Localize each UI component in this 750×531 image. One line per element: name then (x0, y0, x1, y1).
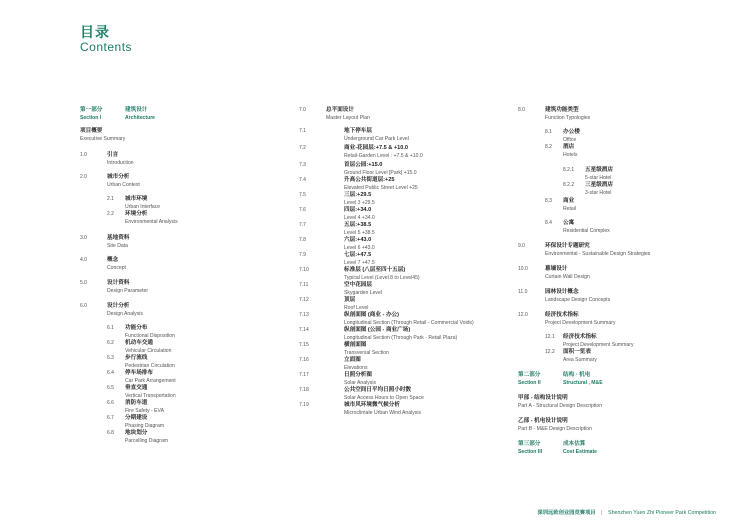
toc-subentry[interactable]: 8.2.1 五星级酒店 5-star Hotel (563, 167, 613, 181)
toc-number: 3.0 (80, 235, 87, 241)
toc-number: 12.0 (518, 312, 528, 318)
toc-number: 7.6 (299, 207, 306, 213)
toc-entry[interactable]: 7.19 城市风环境微气候分析 Microclimate Urban Wind Analysis (299, 402, 421, 416)
toc-number: 8.2 (545, 144, 552, 150)
toc-entry[interactable]: 6.0 设计分析 Design Analysis (80, 303, 143, 317)
toc-number: 6.5 (107, 385, 114, 391)
toc-entry[interactable]: 7.5 三层:+29.5 Level 3 +29.5 (299, 192, 375, 206)
toc-number: 12.2 (545, 349, 555, 355)
toc-entry[interactable]: 7.1 地下停车层 Underground Car Park Level (299, 128, 409, 142)
toc-number: 8.3 (545, 198, 552, 204)
toc-number: 8.4 (545, 220, 552, 226)
toc-subentry[interactable]: 12.1 经济技术指标 Project Development Summary (545, 334, 634, 348)
toc-number: 6.4 (107, 370, 114, 376)
footer-title-cn: 深圳远致创业园竞赛项目 (537, 510, 596, 516)
toc-number: 7.1 (299, 128, 306, 134)
toc-entry[interactable]: 7.7 五层:+38.5 Level 5 +38.5 (299, 222, 375, 236)
toc-entry[interactable]: 2.0 城市分析 Urban Context (80, 174, 140, 188)
toc-subentry[interactable]: 8.2 酒店 Hotels (545, 144, 578, 158)
toc-subentry[interactable]: 6.7 分期建设 Phasing Diagram (107, 415, 165, 429)
toc-entry[interactable]: 7.3 首层公园:+15.0 Ground Floor Level [Park] +15.0 (299, 162, 417, 176)
toc-entry[interactable]: 4.0 概念 Concept (80, 257, 126, 271)
toc-number: 6.2 (107, 340, 114, 346)
toc-entry[interactable]: 7.14 纵剖面图 (公园 - 商业广场) Longitudinal Section (Through Park - Retail Plaza) (299, 327, 458, 341)
toc-entry[interactable]: 7.10 标准层 (八层至四十五层) Typical Level (Level 8 to Level45) (299, 267, 420, 281)
toc-entry[interactable]: 7.12 顶层 Roof Level (299, 297, 369, 311)
toc-subentry[interactable]: 8.3 商业 Retail (545, 198, 577, 212)
toc-subentry[interactable]: 6.8 地块划分 Parcelling Diagram (107, 430, 169, 444)
toc-subentry[interactable]: 6.5 垂直交通 Vertical Transportation (107, 385, 176, 399)
toc-entry[interactable]: 7.13 纵剖面图 (商业 - 办公) Longitudinal Section (Through Retail - Commercial Voids) (299, 312, 474, 326)
toc-entry[interactable]: 10.0 幕墙设计 Curtain Wall Design (518, 266, 590, 280)
section-title: 结构 · 机电 Structural , M&E (563, 372, 603, 386)
toc-subentry[interactable]: 6.1 功能分布 Functional Disposition (107, 325, 175, 339)
toc-entry[interactable]: 5.0 设计资料 Design Parameter (80, 280, 149, 294)
section-header: 第一部分 Section I (80, 107, 103, 121)
toc-number: 7.14 (299, 327, 309, 333)
toc-subentry[interactable]: 6.3 步行流线 Pedestrian Circulation (107, 355, 175, 369)
toc-number: 6.1 (107, 325, 114, 331)
toc-subentry[interactable]: 8.2.2 三星级酒店 3-star Hotel (563, 182, 613, 196)
toc-number: 6.7 (107, 415, 114, 421)
toc-subentry[interactable]: 6.2 机动车交通 Vehicular Circulation (107, 340, 172, 354)
page-title: 目录 (80, 24, 110, 40)
toc-subentry[interactable]: 8.4 公寓 Residential Complex (545, 220, 610, 234)
toc-number: 7.11 (299, 282, 309, 288)
toc-number: 8.1 (545, 129, 552, 135)
toc-entry[interactable]: 12.0 经济技术指标 Project Development Summary (518, 312, 616, 326)
toc-subentry[interactable]: 6.4 停车场排布 Car Park Arrangement (107, 370, 176, 384)
toc-entry[interactable]: 11.0 园林设计概念 Landscape Design Concepts (518, 289, 611, 303)
toc-number: 7.10 (299, 267, 309, 273)
toc-number: 6.3 (107, 355, 114, 361)
toc-number: 7.8 (299, 237, 306, 243)
toc-number: 6.6 (107, 400, 114, 406)
toc-entry[interactable]: 7.9 七层:+47.5 Level 7 +47.5 (299, 252, 375, 266)
toc-number: 1.0 (80, 152, 87, 158)
toc-number: 11.0 (518, 289, 528, 295)
footer-title-en: Shenzhen Yuen Zhi Pioneer Park Competition (608, 510, 716, 516)
toc-number: 5.0 (80, 280, 87, 286)
toc-entry[interactable]: 7.11 空中花园层 Skygarden Level (299, 282, 382, 296)
toc-subentry[interactable]: 8.1 办公楼 Office (545, 129, 580, 143)
toc-number: 7.18 (299, 387, 309, 393)
toc-number: 7.15 (299, 342, 309, 348)
toc-subentry[interactable]: 6.6 消防车道 Fire Safety - EVA (107, 400, 164, 414)
toc-entry[interactable]: 3.0 基地资料 Site Data (80, 235, 130, 249)
toc-number: 7.13 (299, 312, 309, 318)
toc-entry[interactable]: 甲部 - 结构设计说明 Part A - Structural Design Description (518, 395, 603, 409)
toc-number: 4.0 (80, 257, 87, 263)
toc-number: 6.8 (107, 430, 114, 436)
toc-entry[interactable]: 乙部 - 机电设计说明 Part B - M&E Design Description (518, 418, 592, 432)
toc-number: 7.7 (299, 222, 306, 228)
toc-entry[interactable]: 8.0 建筑功能类型 Function Typologies (518, 107, 591, 121)
toc-entry[interactable]: 7.16 立面图 Elevations (299, 357, 368, 371)
toc-entry[interactable]: 项目概要 Executive Summary (80, 128, 126, 142)
toc-entry[interactable]: 7.8 六层:+43.0 Level 6 +43.0 (299, 237, 375, 251)
toc-entry[interactable]: 7.2 商业-花园层:+7.5 & +10.0 Retail-Garden Level : +7.5 & +10.0 (299, 145, 423, 159)
page-subtitle: Contents (80, 40, 133, 54)
toc-entry[interactable]: 7.18 公共空间日平均日照小时数 Solar Access Hours to Open Space (299, 387, 424, 401)
toc-entry[interactable]: 9.0 环保设计专题研究 Environmental - Sustainable Design Strategies (518, 243, 651, 257)
toc-number: 7.4 (299, 177, 306, 183)
toc-number: 6.0 (80, 303, 87, 309)
toc-entry[interactable]: 7.17 日照分析图 Solar Analysis (299, 372, 376, 386)
toc-number: 10.0 (518, 266, 528, 272)
toc-number: 2.2 (107, 211, 114, 217)
toc-number: 7.5 (299, 192, 306, 198)
toc-number: 7.16 (299, 357, 309, 363)
toc-entry[interactable]: 7.0 总平面设计 Master Layout Plan (299, 107, 370, 121)
section-header: 第三部分 Section III (518, 441, 543, 455)
section-header: 第二部分 Section II (518, 372, 541, 386)
footer-separator: | (601, 510, 603, 516)
footer (537, 508, 716, 516)
toc-number: 8.2.2 (563, 182, 575, 188)
toc-number: 12.1 (545, 334, 555, 340)
toc-number: 7.9 (299, 252, 306, 258)
toc-entry[interactable]: 7.15 横剖面图 Transversal Section (299, 342, 389, 356)
toc-entry[interactable]: 7.6 四层:+34.0 Level 4 +34.0 (299, 207, 375, 221)
toc-subentry[interactable]: 12.2 面积一览表 Area Summary (545, 349, 597, 363)
toc-number: 9.0 (518, 243, 525, 249)
toc-number: 8.0 (518, 107, 525, 113)
toc-entry[interactable]: 1.0 引言 Introduction (80, 152, 134, 166)
toc-number: 7.12 (299, 297, 309, 303)
toc-number: 8.2.1 (563, 167, 575, 173)
toc-number: 7.0 (299, 107, 306, 113)
toc-entry[interactable]: 7.4 升高公共街道层:+25 Elevated Public Street Level +25 (299, 177, 418, 191)
section-title: 建筑设计 Architecture (125, 107, 156, 121)
toc-number: 7.3 (299, 162, 306, 168)
toc-number: 7.2 (299, 145, 306, 151)
toc-number: 7.19 (299, 402, 309, 408)
toc-number: 2.0 (80, 174, 87, 180)
toc-subentry[interactable]: 2.2 环境分析 Environmental Analysis (107, 211, 178, 225)
toc-number: 2.1 (107, 196, 114, 202)
toc-subentry[interactable]: 2.1 城市环境 Urban Interface (107, 196, 161, 210)
section-title: 成本估算 Cost Estimate (563, 441, 597, 455)
toc-number: 7.17 (299, 372, 309, 378)
